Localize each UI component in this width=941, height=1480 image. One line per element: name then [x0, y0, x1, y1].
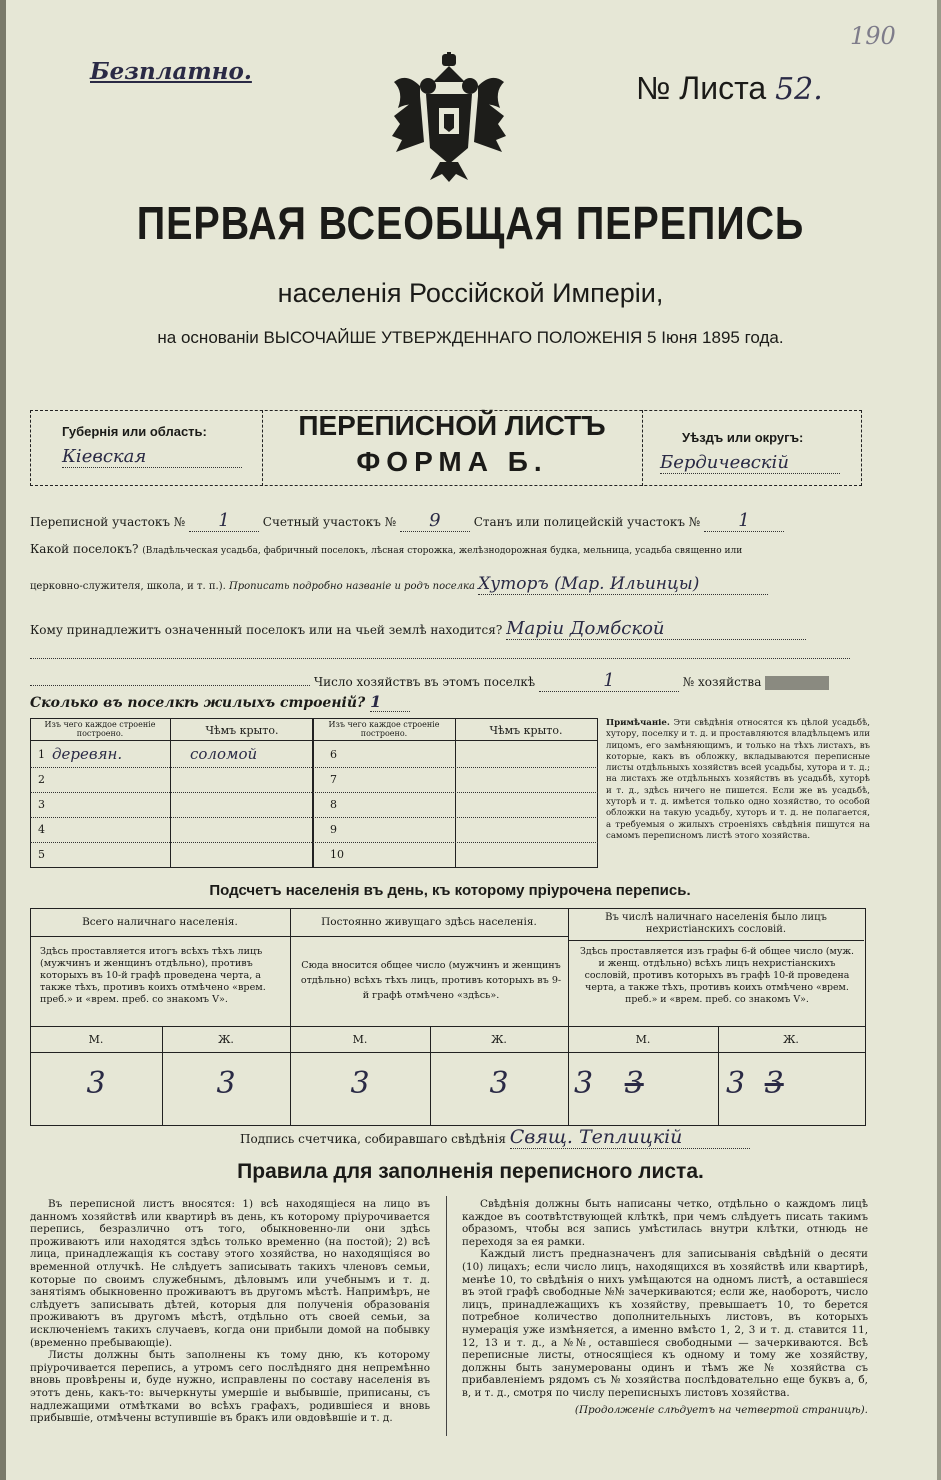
count-nonchristian-m — [574, 1066, 644, 1101]
households-line — [30, 670, 870, 692]
count-resident-f: 3 — [489, 1066, 509, 1101]
buildings-row-number: 6 — [330, 748, 337, 761]
count-col3-title: Въ числѣ наличнаго населенія было лицъ нехристіанскихъ сословій. — [605, 912, 827, 935]
left-edge-shadow — [0, 0, 6, 1480]
count-nonchristian-m-struck: 3 — [624, 1066, 644, 1101]
settlement-question-line — [30, 542, 870, 556]
buildings-row-number: 4 — [38, 823, 45, 836]
count-m-label-3: М. — [635, 1033, 651, 1046]
census-area-line — [30, 510, 850, 532]
buildings-roof-header: Чѣмъ крыто. — [205, 724, 279, 737]
buildings-note-title: Примѣчаніе. — [606, 718, 670, 728]
rules-title: Правила для заполненія переписного листа. — [237, 1160, 704, 1183]
buildings-row-rule — [30, 792, 598, 793]
count-nonchristian-f-value: 3 — [726, 1066, 746, 1101]
page-subtitle: населенія Россійской Имперіи, — [277, 278, 664, 308]
buildings-note — [606, 718, 870, 842]
count-nonchristian-f — [726, 1066, 784, 1101]
settlement-instruction: Прописать подробно названіе и родъ поселка — [228, 581, 475, 592]
buildings-row-number: 2 — [38, 773, 45, 786]
buildings-col-mid — [312, 718, 314, 868]
count-col3-text: Здѣсь проставляется изъ графы 6-й общее число (муж. и женщ. отдѣльно) всѣхъ лицъ нехристіанскихъ сословій, противъ которыхъ въ графѣ 10-й проведена черта, а также тѣхъ, противъ коихъ отмѣчено «врем. преб.» и «врем. преб. со знакомъ V». — [580, 946, 854, 1005]
owner-question: Кому принадлежитъ означенный поселокъ или на чьей землѣ находится? — [30, 623, 503, 637]
district-value: Бердичевскій — [660, 452, 840, 474]
buildings-col-a — [170, 718, 171, 868]
buildings-row-rule — [30, 842, 598, 843]
owner-continuation-line — [30, 658, 850, 659]
free-label: Безплатно. — [90, 58, 252, 85]
count-area-value: 9 — [400, 510, 470, 532]
buildings-row-roof: соломой — [190, 745, 258, 763]
legal-basis: на основаніи ВЫСОЧАЙШЕ УТВЕРЖДЕННАГО ПОЛОЖЕНІЯ 5 Іюня 1895 года. — [157, 328, 784, 347]
province-value: Кіевская — [62, 446, 242, 468]
settlement-question: Какой поселокъ? — [30, 542, 139, 556]
sheet-number-label: № Листа — [636, 70, 767, 106]
stan-value: 1 — [704, 510, 784, 532]
count-col2-text: Сюда вносится общее число (мужчинъ и женщинъ отдѣльно) всѣхъ тѣхъ лицъ, противъ которыхъ въ 9-й графѣ отмѣчено «здѣсь». — [300, 960, 562, 1001]
census-area-label: Переписной участокъ № — [30, 515, 186, 529]
buildings-label: Сколько въ поселкѣ жилыхъ строеній? — [30, 695, 366, 711]
buildings-col-b — [455, 718, 456, 868]
count-title-rule-b — [568, 940, 864, 941]
count-mf-rule-top — [30, 1026, 866, 1027]
signature-line — [240, 1126, 750, 1149]
buildings-table-header-rule — [30, 740, 598, 741]
rules-right-paragraph-2: Каждый листъ предназначенъ для записыванія свѣдѣній о десяти (10) лицахъ; если число лицъ, находящихся въ хозяйствѣ или квартирѣ, менѣе 10, то свѣдѣнія о нихъ умѣщаются на одномъ листѣ, а оставшіеся въ этой графѣ свободные №№ зачеркиваются; если же, наоборотъ, число лицъ, принадлежащихъ къ хозяйству, превышаетъ 10, то берется потребное количество дополнительныхъ листовъ, въ которыхъ нумерація уже измѣняется, а именно вмѣсто 1, 2, 3 и т. д. ставится 11, 12, 13 и т. д., а №№, оставшіеся свободными — зачеркиваются. Всѣ переписные листы, относящіеся къ одному и тому же хозяйству, должны быть занумерованы одинъ и тѣмъ же № хозяйства съ прибавленіемъ рядомъ съ № хозяйства послѣдовательно еще буквъ а, б, в, и т. д., смотря по числу переписныхъ листовъ хозяйства. — [462, 1248, 868, 1399]
households-value: 1 — [539, 670, 679, 692]
buildings-row-number: 7 — [330, 773, 337, 786]
count-total-f: 3 — [216, 1066, 236, 1101]
buildings-row-rule — [30, 767, 598, 768]
buildings-material-header: Изъ чего каждое строеніе построено. — [44, 720, 156, 738]
count-col1-text: Здѣсь проставляется итогъ всѣхъ тѣхъ лицъ (мужчинъ и женщинъ отдѣльно), противъ которыхъ въ 10-й графѣ проведена черта, а также тѣхъ, противъ коихъ отмѣчено «врем. преб.» и «врем. преб. со знакомъ V». — [40, 946, 266, 1005]
count-col2-title: Постоянно живущаго здѣсь населенія. — [321, 916, 537, 928]
count-title-rule-a — [30, 936, 568, 937]
signature-value: Свящ. Теплицкій — [510, 1126, 750, 1149]
sheet-title: ПЕРЕПИСНОЙ ЛИСТЪ — [298, 410, 606, 441]
rules-continued: (Продолженіе слѣдуетъ на четвертой страницѣ). — [574, 1403, 868, 1416]
page-title: ПЕРВАЯ ВСЕОБЩАЯ ПЕРЕПИСЬ — [136, 197, 805, 249]
count-nonchristian-m-value: 3 — [574, 1066, 594, 1101]
sheet-number — [636, 70, 823, 107]
province-label: Губернія или область: — [62, 424, 207, 439]
buildings-row-number: 5 — [38, 848, 45, 861]
buildings-roof-header-2: Чѣмъ крыто. — [489, 724, 563, 737]
settlement-value: Хуторъ (Мар. Ильинцы) — [478, 574, 768, 595]
settlement-hint-2: церковно-служителя, школа, и т. п.). — [30, 581, 226, 592]
buildings-row-rule — [30, 817, 598, 818]
rules-column-divider — [446, 1196, 447, 1436]
buildings-material-header-2: Изъ чего каждое строеніе построено. — [328, 720, 440, 738]
sheet-number-value: 52. — [775, 72, 823, 107]
count-area-label: Счетный участокъ № — [262, 515, 397, 529]
rules-right-column — [462, 1198, 868, 1416]
owner-line — [30, 618, 870, 640]
rules-left-paragraph-1: Въ переписной листъ вносятся: 1) всѣ находящіеся на лицо въ данномъ хозяйствѣ или квартирѣ въ день, къ которому пріурочивается перепись, безразлично отъ того, обыкновенно-ли они здѣсь проживаютъ или находятся здѣсь только временно (на постой); 2) всѣ лица, принадлежащія къ составу этого хозяйства, но находящіяся во временной отлучкѣ. Не слѣдуетъ записывать такихъ членовъ семьи, которые по своимъ служебнымъ, дѣловымъ или учебнымъ и т. д. занятіямъ обыкновенно проживаютъ въ другомъ мѣстѣ. Напримѣръ, не слѣдуетъ записывать дѣтей, которыя для полученія образованія проживаютъ въ другомъ мѣстѣ, отдѣльно отъ своей семьи, за исключеніемъ такихъ случаевъ, когда они прибыли домой на побывку (временно пребывающіе). — [30, 1198, 430, 1349]
buildings-note-text: Эти свѣдѣнія относятся къ цѣлой усадьбѣ, хутору, поселку и т. д. и проставляются владѣльцемъ или лицомъ, его замѣняющимъ, и только на тѣхъ листахъ, въ которые, какъ въ обложку, вкладываются переписные листы отдѣльныхъ хозяйствъ всей усадьбы, хутора и т. д.; на листахъ же отдѣльныхъ хозяйствъ въ усадьбѣ, хуторѣ и т. д., здѣсь ничего не пишется. Если же въ усадьбѣ, хуторѣ и т. д. имѣется только одно хозяйство, то особой обложки на такую усадьбу, хуторъ и т. д. не полагается, а требуемыя о жилыхъ строеніяхъ свѣдѣнія пишутся на самомъ переписномъ листѣ этого хозяйства. — [606, 718, 870, 841]
buildings-line — [30, 692, 410, 712]
count-col1-title: Всего наличнаго населенія. — [82, 916, 238, 928]
buildings-row-material: деревян. — [52, 745, 123, 763]
buildings-row-number: 3 — [38, 798, 45, 811]
signature-label: Подпись счетчика, собиравшаго свѣдѣнія — [240, 1132, 506, 1146]
count-f-label-2: Ж. — [491, 1033, 507, 1046]
buildings-row-number: 1 — [38, 748, 45, 761]
imperial-eagle-emblem — [390, 52, 508, 182]
census-area-value: 1 — [189, 510, 259, 532]
rules-right-paragraph-1: Свѣдѣнія должны быть написаны четко, отдѣльно о каждомъ лицѣ каждое въ соотвѣтствующей клѣткѣ, при чемъ слѣдуетъ писать такимъ образомъ, чтобы вся запись умѣстилась внутри клѣтки, отнюдь не переходя за ея рамки. — [462, 1198, 868, 1248]
household-no-stamp — [765, 676, 829, 690]
stan-label: Станъ или полицейскій участокъ № — [473, 515, 701, 529]
corner-mark: 190 — [850, 22, 896, 50]
right-edge-shadow — [937, 0, 941, 1480]
buildings-row-number: 8 — [330, 798, 337, 811]
count-f-label-1: Ж. — [218, 1033, 234, 1046]
owner-value: Маріи Домбской — [506, 618, 806, 640]
households-label: Число хозяйствъ въ этомъ поселкѣ — [313, 675, 536, 689]
settlement-hint: (Владѣльческая усадьба, фабричный поселокъ, лѣсная сторожка, желѣзнодорожная будка, мельница, усадьба священно или — [142, 546, 743, 556]
count-nonchristian-f-struck: 3 — [764, 1066, 784, 1101]
buildings-row-number: 9 — [330, 823, 337, 836]
district-label: Уѣздъ или округъ: — [682, 430, 804, 445]
buildings-row-number: 10 — [330, 848, 344, 861]
count-mf-rule-bottom — [30, 1052, 866, 1053]
count-resident-m: 3 — [350, 1066, 370, 1101]
count-f-label-3: Ж. — [783, 1033, 799, 1046]
form-header-divider-right — [642, 410, 643, 486]
count-heading: Подсчетъ населенія въ день, къ которому пріурочена перепись. — [209, 882, 691, 899]
count-m-label-1: М. — [88, 1033, 104, 1046]
settlement-answer-line — [30, 574, 870, 595]
rules-left-column — [30, 1198, 430, 1425]
count-total-m: 3 — [86, 1066, 106, 1101]
household-no-label: № хозяйства — [682, 675, 762, 689]
count-m-label-2: М. — [352, 1033, 368, 1046]
form-name: ФОРМА Б. — [356, 446, 548, 477]
rules-left-paragraph-2: Листы должны быть заполнены къ тому дню, къ которому пріурочивается перепись, а утромъ сего послѣдняго дня непремѣнно вновь провѣрены и, буде нужно, исправлены по составу населенія въ этотъ день, какъ-то: вычеркнуты умершіе и выбывшіе, приписаны, съ надлежащими отмѣтками во всѣхъ графахъ, родившіеся и вновь прибывшіе, отмѣчены вступившіе въ бракъ или овдовѣвшіе и т. д. — [30, 1349, 430, 1425]
buildings-value: 1 — [370, 692, 410, 712]
